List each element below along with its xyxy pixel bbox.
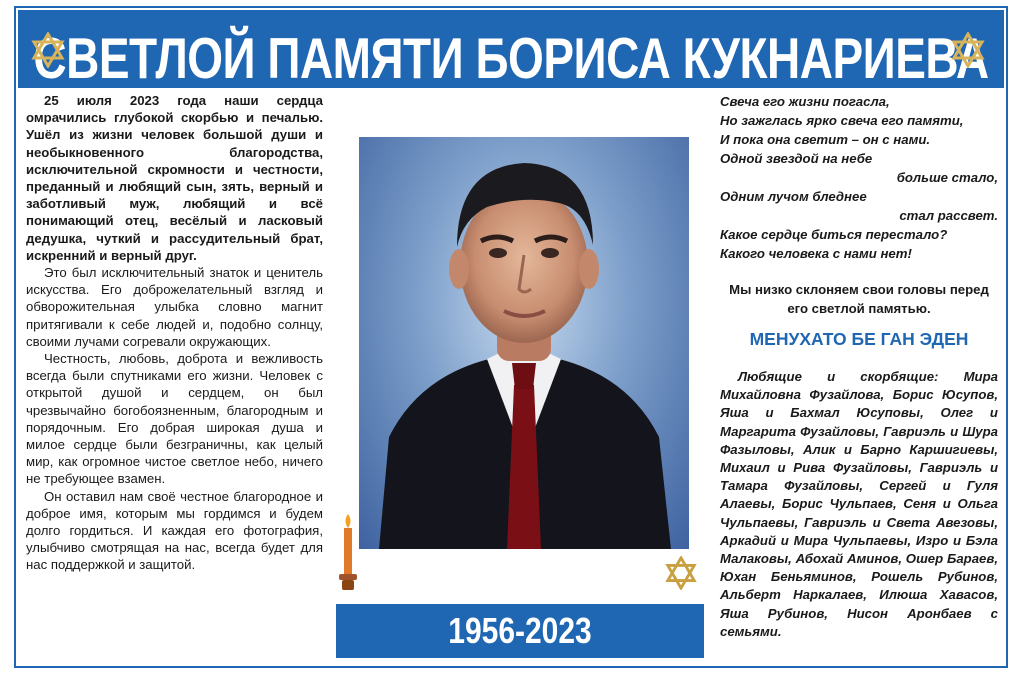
mourners-list: Любящие и скорбящие: Мира Михайловна Фузайлова, Борис Юсупов, Яша и Бахмал Юсуповы, Олег и Маргарита Фузайловы, Гавриэль и Шура Фазыловы, Алик и Барно Каршигиевы, Михаил и Рива Фузайловы, Гавриэль и Тамара Фузайловы, Сергей и Гуля Алаевы, Борис Чульпаев, Сеня и Ольга Чульпаевы, Гавриэль и Света Авезовы, Аркадий и Мира Чульпаевы, Изро и Бэла Малаковы, Абохай Аминов, Ошер Бараев, Юхан Беньяминов, Рошель Рубинов, Альберт Наркалаев, Илюша Хавасов, Яша Рубинов, Нисон Аронбаев с семьями. [720, 369, 998, 639]
paragraph-connoisseur: Это был исключительный знаток и ценитель искусства. Его доброжелательный взгляд и обворожительная улыбка словно магнит притягивали к себе людей и, подобно солнцу, своими лучами согревали окружающих. [26, 265, 323, 349]
poem-line: И пока она светит – он с нами. [720, 132, 931, 147]
bow-text: Мы низко склоняем свои головы перед его светлой памятью. [729, 282, 989, 316]
star-of-david-icon [950, 32, 986, 68]
poem-line: стал рассвет. [899, 208, 998, 223]
poem-line: Одним лучом бледнее [720, 189, 867, 204]
poem-line: Какое сердце биться перестало? [720, 227, 948, 242]
page-title: СВЕТЛОЙ ПАМЯТИ БОРИСА КУКНАРИЕВА [33, 25, 989, 91]
paragraph-legacy: Он оставил нам своё честное благородное и доброе имя, которым мы гордимся и будем долго гордиться. И каждая его фотография, улыбчиво смотрящая на нас, всегда будет для нас поддержкой и защитой. [26, 488, 323, 573]
star-of-david-icon [664, 556, 698, 590]
portrait-illustration [359, 137, 689, 549]
years-banner [336, 604, 704, 658]
lead-paragraph: 25 июля 2023 года наши сердца омрачились глубокой скорбью и печалью. Ушёл из жизни человек большой души и необыкновенного благородства, исключительной скромности и честности, преданный и любящий сын, зять, верный и заботливый муж, любящий и всё понимающий отец, весёлый и ласковый дедушка, чуткий и рассудительный брат, искренний и верный друг. [26, 93, 323, 263]
star-of-david-icon [30, 32, 66, 68]
poem-line: Свеча его жизни погасла, [720, 94, 890, 109]
portrait-photo [359, 137, 689, 549]
memorial-poem [720, 92, 998, 263]
candle-icon [336, 512, 360, 592]
header-banner [18, 10, 1004, 91]
memorial-right-column [720, 92, 998, 641]
poem-line: Но зажглась ярко свеча его памяти, [720, 113, 964, 128]
obituary-text [26, 92, 323, 574]
poem-line: Одной звездой на небе [720, 151, 873, 166]
poem-line: Какого человека с нами нет! [720, 246, 912, 261]
paragraph-honesty: Честность, любовь, доброта и вежливость всегда были спутниками его жизни. Человек с открытой душой и сердцем, он был чрезвычайно богобоязненным, благородным и порядочным. Его добрая широкая душа и милое сердце были безграничны, как целый мир, как огромное чистое светлое небо, ничего не требующее взамен. [26, 351, 323, 487]
life-years: 1956-2023 [448, 612, 592, 652]
menuhato-heading: МЕНУХАТО БЕ ГАН ЭДЕН [749, 329, 969, 349]
poem-line: больше стало, [896, 170, 998, 185]
